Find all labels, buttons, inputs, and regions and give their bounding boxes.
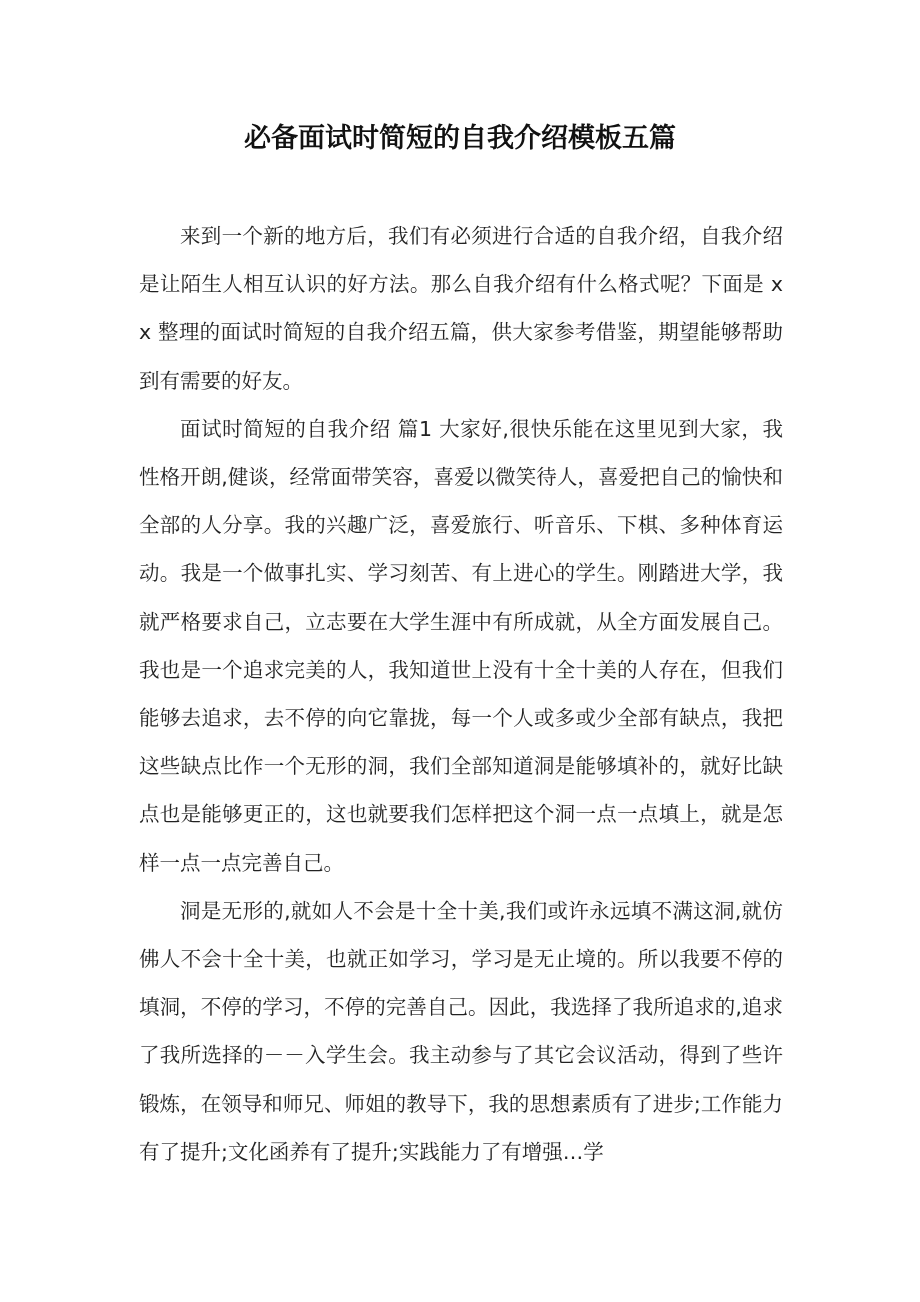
document-body <box>139 212 783 1176</box>
page-title: 必备面试时简短的自我介绍模板五篇 <box>244 123 676 154</box>
article-1-paragraph: 面试时简短的自我介绍 篇1 大家好,很快乐能在这里见到大家，我性格开朗,健谈，经常面带笑容，喜爱以微笑待人，喜爱把自己的愉快和全部的人分享。我的兴趣广泛，喜爱旅行、听音乐、下棋、多种体育运动。我是一个做事扎实、学习刻苦、有上进心的学生。刚踏进大学，我就严格要求自己，立志要在大学生涯中有所成就，从全方面发展自己。我也是一个追求完美的人，我知道世上没有十全十美的人存在，但我们能够去追求，去不停的向它靠拢，每一个人或多或少全部有缺点，我把这些缺点比作一个无形的洞，我们全部知道洞是能够填补的，就好比缺点也是能够更正的，这也就要我们怎样把这个洞一点一点填上，就是怎样一点一点完善自己。 <box>139 416 783 875</box>
article-1-continued-paragraph: 洞是无形的,就如人不会是十全十美,我们或许永远填不满这洞,就仿佛人不会十全十美，也就正如学习，学习是无止境的。所以我要不停的填洞，不停的学习，不停的完善自己。因此，我选择了我所追求的,追求了我所选择的－－入学生会。我主动参与了其它会议活动，得到了些许锻炼，在领导和师兄、师姐的教导下，我的思想素质有了进步;工作能力有了提升;文化函养有了提升;实践能力了有增强…学 <box>139 898 783 1164</box>
intro-paragraph: 来到一个新的地方后，我们有必须进行合适的自我介绍，自我介绍是让陌生人相互认识的好方法。那么自我介绍有什么格式呢？下面是 xx 整理的面试时简短的自我介绍五篇，供大家参考借鉴，期望能够帮助到有需要的好友。 <box>139 224 783 393</box>
